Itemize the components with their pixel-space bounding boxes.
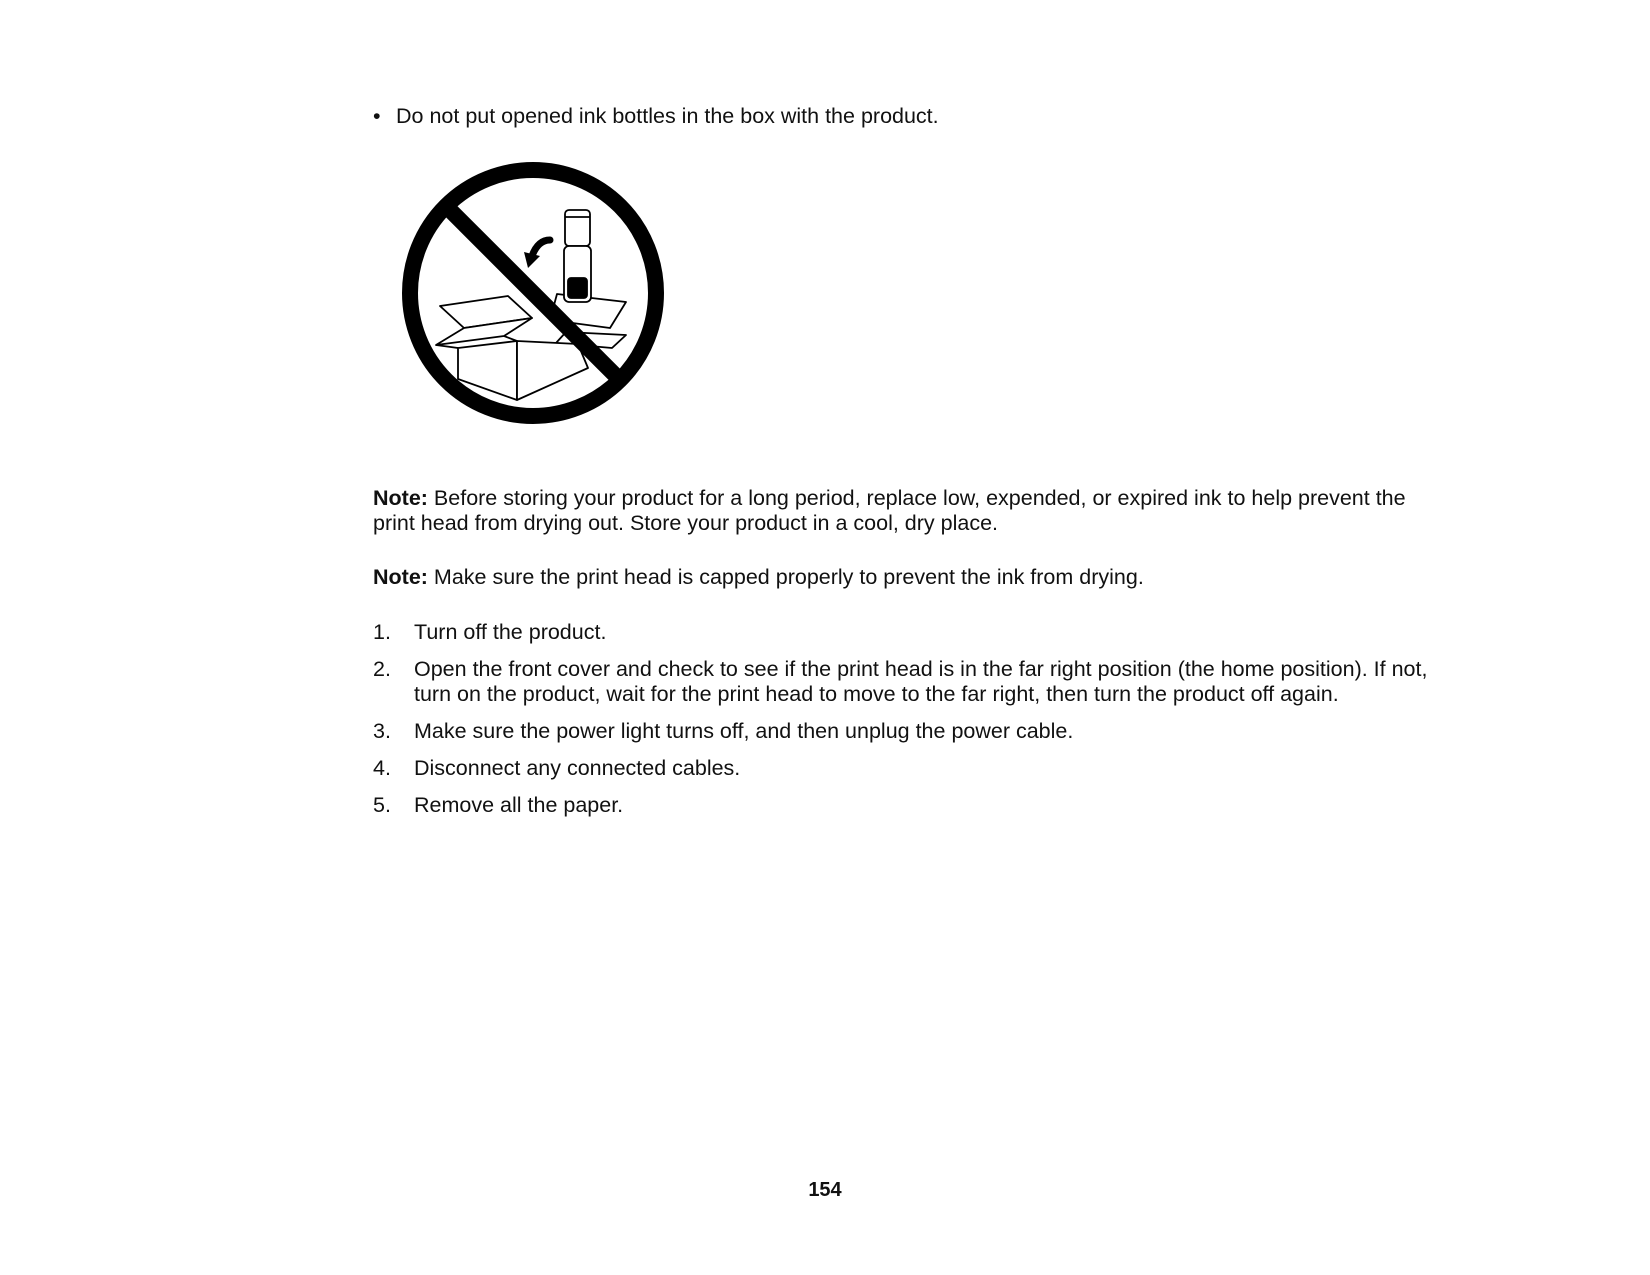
step-text: Make sure the power light turns off, and then unplug the power cable.: [414, 719, 1074, 743]
no-ink-bottle-in-box-icon: [400, 160, 666, 426]
note-storage: [373, 486, 1433, 536]
note-text: Make sure the print head is capped properly to prevent the ink from drying.: [433, 565, 1144, 589]
step-item: [373, 620, 1433, 645]
page-number: 154: [808, 1179, 842, 1201]
bullet-item: [373, 104, 1433, 129]
note-text: Before storing your product for a long period, replace low, expended, or expired ink to help prevent the print head from drying out. Store your product in a cool, dry place.: [373, 486, 1406, 535]
step-text: Turn off the product.: [414, 620, 607, 644]
steps-list: [373, 620, 1433, 830]
step-number: 4.: [373, 756, 391, 780]
note-print-head: [373, 565, 1433, 590]
note-label: Note:: [373, 565, 428, 589]
step-item: [373, 657, 1433, 707]
step-item: [373, 756, 1433, 781]
step-text: Disconnect any connected cables.: [414, 756, 741, 780]
step-item: [373, 793, 1433, 818]
step-number: 2.: [373, 657, 391, 681]
bullet-mark: •: [373, 104, 381, 128]
step-text: Open the front cover and check to see if the print head is in the far right position (the home position). If not, turn on the product, wait for the print head to move to the far right, then turn the product off again.: [414, 657, 1428, 706]
step-item: [373, 719, 1433, 744]
bullet-text: Do not put opened ink bottles in the box with the product.: [396, 104, 939, 128]
step-number: 1.: [373, 620, 391, 644]
step-number: 3.: [373, 719, 391, 743]
step-number: 5.: [373, 793, 391, 817]
note-label: Note:: [373, 486, 428, 510]
bullet-list: [373, 104, 1433, 129]
step-text: Remove all the paper.: [414, 793, 624, 817]
